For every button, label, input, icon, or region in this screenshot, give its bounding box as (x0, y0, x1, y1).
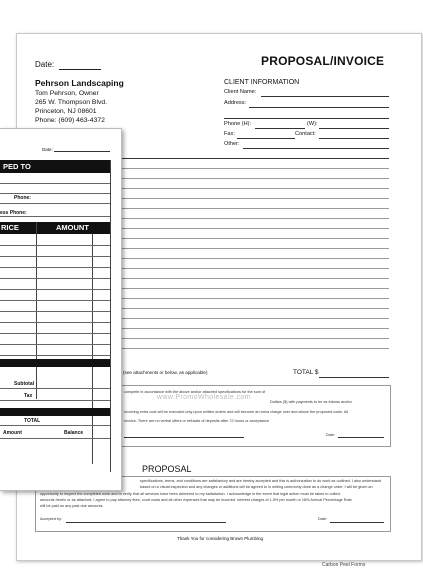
other-label: Other: (224, 141, 240, 147)
thanks-note: Thank You for considering Brown Plumbing (177, 536, 264, 541)
item-row-line[interactable] (0, 333, 110, 334)
ruled-line[interactable] (119, 298, 389, 299)
ruled-line[interactable] (119, 188, 389, 189)
total-label: TOTAL $ (293, 369, 319, 376)
client-name-label: Client Name: (224, 89, 257, 95)
ruled-line[interactable] (119, 328, 389, 329)
footer-caption: Carbon Peel Forms (322, 562, 366, 568)
acceptance-line-5: will be paid on any past due amounts. (40, 504, 104, 508)
item-row-line[interactable] (0, 278, 110, 279)
front-divider-bar (0, 408, 110, 416)
date-label: Date: (35, 60, 55, 69)
company-city: Princeton, NJ 08601 (35, 108, 97, 115)
terms-signature-line[interactable] (124, 437, 244, 438)
item-row-line[interactable] (0, 344, 110, 345)
terms-line-1: complete in accordance with the above and/or attached specifications for the sum of (124, 390, 266, 394)
front-date-label: Date: (42, 147, 53, 152)
ruled-line[interactable] (119, 208, 389, 209)
col-divider (110, 160, 111, 472)
shipped-to-bar: PED TO (0, 160, 110, 173)
address-label: Address: (224, 100, 247, 106)
phone-home-label: Phone (H): (224, 121, 252, 127)
client-info-heading: CLIENT INFORMATION (224, 79, 300, 86)
terms-date-line[interactable] (338, 437, 384, 438)
proposal-heading: PROPOSAL (142, 464, 192, 474)
acceptance-line-1: specifications, terms, and conditions are satisfactory and are hereby accepted and this is authorization to do work as outlined. I also understand (140, 479, 382, 483)
terms-line-2: Dollars ($) with payments to be as follows and/or (270, 400, 352, 404)
item-row-line[interactable] (0, 355, 110, 356)
ruled-line[interactable] (119, 218, 389, 219)
address-field-2[interactable] (224, 118, 389, 119)
payment-line[interactable] (0, 438, 110, 439)
front-date-line[interactable] (54, 151, 110, 152)
company-name: Pehrson Landscaping (35, 78, 124, 88)
tax-label: Tax (24, 393, 33, 399)
ruled-line[interactable] (119, 348, 389, 349)
phone-work-field[interactable] (319, 128, 389, 129)
date-line[interactable] (59, 69, 101, 70)
ruled-line[interactable] (119, 268, 389, 269)
ruled-line[interactable] (119, 248, 389, 249)
ruled-line[interactable] (119, 278, 389, 279)
ruled-line[interactable] (119, 198, 389, 199)
total-field[interactable] (319, 377, 389, 378)
item-row-line[interactable] (0, 311, 110, 312)
front-invoice-sheet (0, 128, 122, 491)
balance-label: Balance (64, 430, 84, 436)
subtotal-label: Subtotal (14, 381, 34, 387)
watermark-text: www.PromoWholesale.com (157, 394, 251, 401)
total-line[interactable] (0, 425, 110, 426)
ruled-line[interactable] (119, 338, 389, 339)
accept-date-line[interactable] (330, 522, 384, 523)
item-row-line[interactable] (0, 245, 110, 246)
acceptance-line-2: based on a visual inspection and any changes or additions will be agreed to in writing commonly done as a change order. I will be given an (140, 485, 373, 489)
accepted-by-label: Accepted by: (40, 517, 62, 521)
front-bus-phone-label: ess Phone: (0, 210, 27, 216)
company-street: 265 W. Thompson Blvd. (35, 99, 108, 106)
ruled-line[interactable] (119, 168, 389, 169)
acceptance-line-4: amounts herein or as attached, I agree to pay attorney fees, court costs and all other expenses that may be incurred. Interest charges of 1.5% per month or 18% Annual Percentage Rate (40, 498, 352, 502)
accept-date-label: Date: (318, 517, 328, 521)
ruled-line[interactable] (119, 318, 389, 319)
client-name-field[interactable] (261, 96, 389, 97)
terms-line-4: invoice. There are no verbal offers or refusals of deposits after 72 hours or acceptance (124, 419, 270, 423)
ruled-line[interactable] (119, 238, 389, 239)
front-total-label: TOTAL (24, 418, 41, 424)
price-header-bar (0, 222, 110, 234)
fax-label: Fax: (224, 131, 235, 137)
item-row-line[interactable] (0, 289, 110, 290)
company-owner: Tom Pehrson, Owner (35, 90, 99, 97)
address-field[interactable] (249, 107, 389, 108)
item-row-line[interactable] (0, 256, 110, 257)
accepted-by-line[interactable] (66, 522, 226, 523)
terms-line-3: involving extra cost will be executed only upon written orders and will become an extra charge over and above the proposed costs. All (124, 410, 349, 414)
phone-work-label: (W): (307, 121, 318, 127)
item-row-line[interactable] (0, 267, 110, 268)
col-amount-header: AMOUNT (56, 223, 89, 232)
ship-line[interactable] (0, 203, 110, 204)
subtotal-line[interactable] (0, 388, 110, 389)
terms-date-label: Date: (326, 433, 336, 437)
front-divider-bar (0, 359, 110, 367)
attachment-note: (see attachments or below, as applicable) (123, 370, 208, 375)
item-row-line[interactable] (0, 300, 110, 301)
contact-label: Contact: (295, 131, 316, 137)
ruled-line[interactable] (119, 228, 389, 229)
ship-line[interactable] (0, 193, 110, 194)
col-divider (92, 234, 93, 464)
header-rule (119, 158, 389, 159)
company-phone: Phone: (609) 463-4372 (35, 117, 105, 124)
page-title: PROPOSAL/INVOICE (261, 54, 385, 68)
fax-field[interactable] (237, 138, 295, 139)
col-price-header: RICE (1, 223, 19, 232)
ruled-line[interactable] (119, 178, 389, 179)
ship-line[interactable] (0, 216, 110, 217)
tax-line[interactable] (0, 400, 110, 401)
ruled-line[interactable] (119, 308, 389, 309)
acceptance-line-3: opportunity to inspect the completed work and to verify that all services have been delivered to my satisfaction. I acknowledge in the event that legal action must be taken to collect (40, 492, 341, 496)
front-phone-label: Phone: (14, 195, 31, 201)
ruled-line[interactable] (119, 288, 389, 289)
ruled-line[interactable] (119, 258, 389, 259)
ship-line[interactable] (0, 183, 110, 184)
item-row-line[interactable] (0, 322, 110, 323)
phone-home-field[interactable] (255, 128, 305, 129)
other-field[interactable] (243, 148, 389, 149)
amount-label: Amount (3, 430, 22, 436)
contact-field[interactable] (319, 138, 389, 139)
